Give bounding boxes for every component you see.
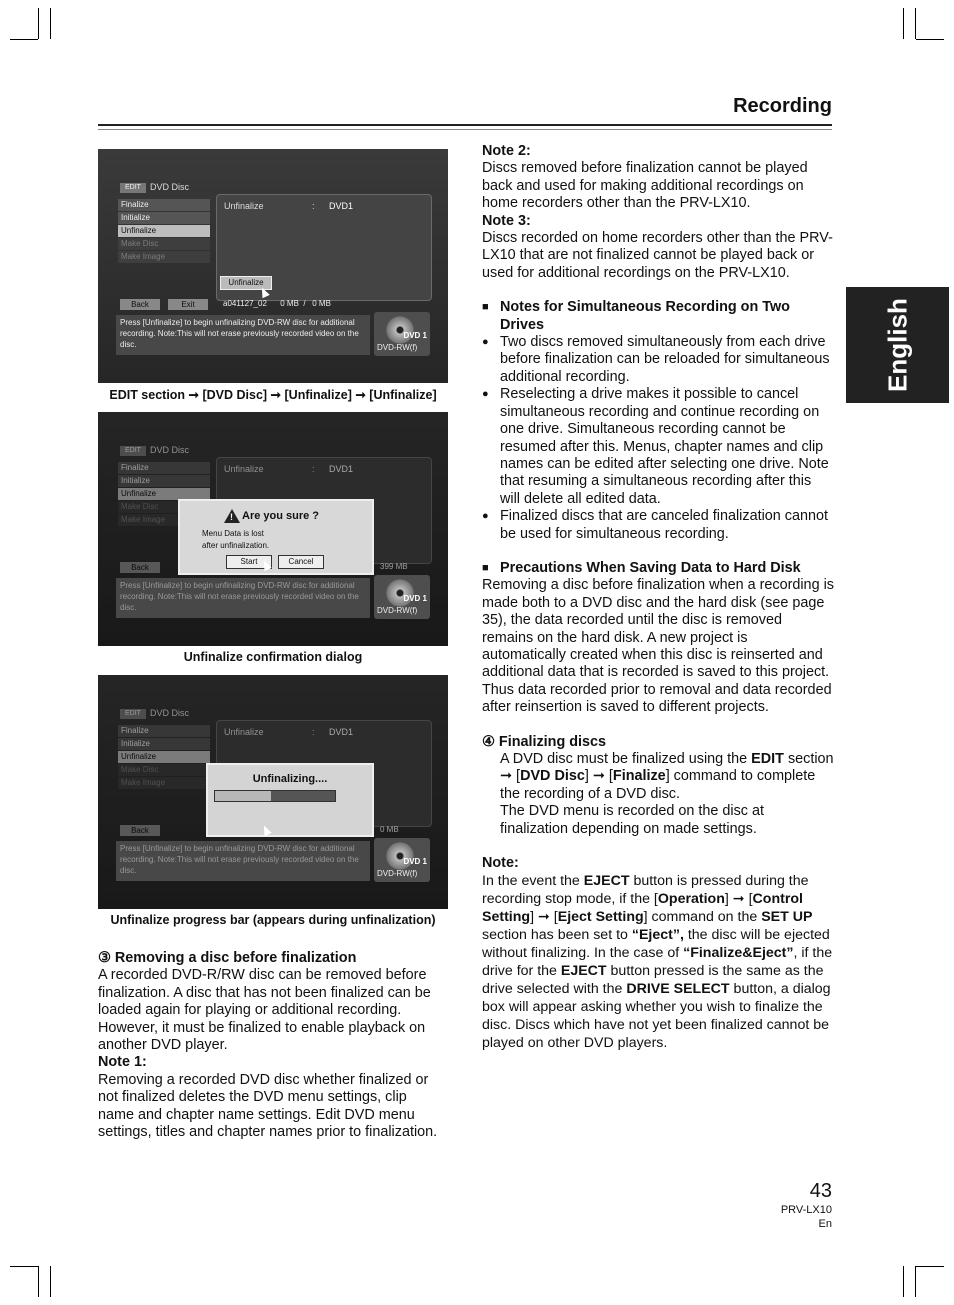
menu-item-unfinalize[interactable]: Unfinalize <box>118 488 210 500</box>
exit-button[interactable]: Exit <box>168 299 208 310</box>
caption-3: Unfinalize progress bar (appears during unfinalization) <box>110 913 436 927</box>
language-tab-label: English <box>882 298 912 392</box>
back-button[interactable]: Back <box>120 825 160 836</box>
dialog-message <box>202 528 269 552</box>
simultaneous-bullet: ● Two discs removed simultaneously from each drive before finalization can be reloaded for simultaneous additional recording. <box>482 334 834 386</box>
edit-menu <box>118 199 210 264</box>
disc-status <box>374 838 430 882</box>
disc-status <box>374 575 430 619</box>
language-code: En <box>818 1218 832 1230</box>
disc-label: DVD 1 <box>403 857 427 866</box>
disc-size: 399 MB <box>380 562 408 571</box>
disc-title: DVD Disc <box>150 182 190 192</box>
finalizing-menu-note: The DVD menu is recorded on the disc at finalization depending on made settings. <box>500 803 764 837</box>
crop-mark <box>903 1266 904 1297</box>
crop-mark <box>38 8 39 39</box>
note2-title: Note 2: <box>482 143 531 159</box>
panel-separator: : <box>312 727 315 737</box>
language-tab <box>846 287 949 403</box>
finalizing-body: A DVD disc must be finalized using the EDIT section ➞ [DVD Disc] ➞ [Finalize] command to complete the recording of a DVD disc. <box>500 751 834 802</box>
panel-separator: : <box>312 464 315 474</box>
simultaneous-bullet: ● Finalized discs that are canceled finalization cannot be used for simultaneous recording. <box>482 508 834 543</box>
panel-value: DVD1 <box>329 727 354 737</box>
back-button[interactable]: Back <box>120 562 160 573</box>
edit-tag: EDIT <box>120 446 146 456</box>
header-rule <box>98 124 832 126</box>
menu-item-finalize[interactable]: Finalize <box>118 725 210 737</box>
right-column <box>482 143 834 1052</box>
panel-value: DVD1 <box>329 464 354 474</box>
warning-icon: ! <box>224 509 240 523</box>
disc-type: DVD-RW(f) <box>377 869 418 878</box>
note-title: Note: <box>482 855 519 872</box>
screenshot-progress <box>98 675 448 909</box>
panel-key: Unfinalize <box>224 201 264 211</box>
help-message: Press [Unfinalize] to begin unfinalizing DVD-RW disc for additional recording. Note:This will not erase previously recorded video on the disc. <box>116 315 370 355</box>
disc-status <box>374 312 430 356</box>
disc-title: DVD Disc <box>150 708 190 718</box>
help-message: Press [Unfinalize] to begin unfinalizing DVD-RW disc for additional recording. Note:This will not erase previously recorded video on the disc. <box>116 841 370 881</box>
crop-mark <box>10 39 38 40</box>
disc-label: DVD 1 <box>403 331 427 340</box>
dialog-question: Are you sure ? <box>242 510 320 522</box>
simultaneous-bullet: ● Reselecting a drive makes it possible to cancel simultaneous recording and continue recording on one drive. Simultaneous recording cannot be resumed after this. Menus, chapter names and clip names can be edited after selecting one drive. Note that resuming a simultaneous recording after this will delete all edited data. <box>482 386 834 508</box>
menu-item-make-image: Make Image <box>118 251 210 263</box>
model-name: PRV-LX10 <box>780 1204 832 1216</box>
menu-item-finalize[interactable]: Finalize <box>118 199 210 211</box>
note2-body: Discs removed before finalization cannot be played back and used for making additional recordings on home recorders other than the PRV-LX10. <box>482 160 808 212</box>
header-rule-thin <box>98 129 832 130</box>
panel-key: Unfinalize <box>224 727 264 737</box>
removing-disc-paragraph: A recorded DVD-R/RW disc can be removed before finalization. A disc that has not been finalized can be loaded again for playing or additional recording. However, it must be finalized to enable playback on another DVD player. <box>98 967 431 1054</box>
heading-finalizing: ④ Finalizing discs <box>482 733 607 750</box>
menu-item-make-image: Make Image <box>118 777 210 789</box>
progress-dialog <box>206 763 374 837</box>
panel-separator: : <box>312 201 315 211</box>
crop-mark <box>916 39 944 40</box>
menu-item-make-disc: Make Disc <box>118 764 210 776</box>
simultaneous-heading: ■ Notes for Simultaneous Recording on Two Drives <box>482 299 834 334</box>
disc-type: DVD-RW(f) <box>377 606 418 615</box>
crop-mark <box>50 8 51 39</box>
precautions-body: Removing a disc before finalization when a recording is made both to a DVD disc and the hard disk (see page 35), the data recorded until the disc is removed remains on the hard disk. A new project is automatically created when this disc is reinserted and additional data that is recorded is saved to this project. Thus data recorded prior to removal and data recorded after reinsertion is saved to different projects. <box>482 577 834 716</box>
disc-info: a041127_02 0 MB / 0 MB <box>223 299 331 308</box>
confirm-dialog <box>178 499 374 575</box>
crop-mark <box>903 8 904 39</box>
heading-removing-disc: ③ Removing a disc before finalization <box>98 950 357 966</box>
precautions-heading: ■ Precautions When Saving Data to Hard Disk <box>482 560 834 577</box>
screenshot-confirmation <box>98 412 448 646</box>
menu-item-initialize[interactable]: Initialize <box>118 212 210 224</box>
crop-mark <box>915 8 916 39</box>
menu-item-unfinalize[interactable]: Unfinalize <box>118 225 210 237</box>
unfinalize-button[interactable]: Unfinalize <box>220 276 272 290</box>
disc-type: DVD-RW(f) <box>377 343 418 352</box>
back-button[interactable]: Back <box>120 299 160 310</box>
note3-title: Note 3: <box>482 212 531 229</box>
edit-tag: EDIT <box>120 183 146 193</box>
crop-mark <box>915 1266 916 1297</box>
caption-1: EDIT section ➞ [DVD Disc] ➞ [Unfinalize] ➞ [Unfinalize] <box>109 388 437 402</box>
panel-key: Unfinalize <box>224 464 264 474</box>
section-title: Recording <box>733 95 832 117</box>
screenshot-unfinalize-menu <box>98 149 448 383</box>
cancel-button[interactable]: Cancel <box>278 555 324 569</box>
progress-bar <box>214 790 336 802</box>
help-message: Press [Unfinalize] to begin unfinalizing DVD-RW disc for additional recording. Note:This will not erase previously recorded video on the disc. <box>116 578 370 618</box>
page-number: 43 <box>809 1180 832 1202</box>
progress-title: Unfinalizing.... <box>252 773 328 785</box>
disc-label: DVD 1 <box>403 594 427 603</box>
note-body: In the event the EJECT button is pressed during the recording stop mode, if the [Operation] ➞ [Control Setting] ➞ [Eject Setting] command on the SET UP section has been set to “Eject”, the disc will be ejected without finalizing. In the case of “Finalize&Eject”, if the drive for the EJECT button pressed is the same as the drive selected with the DRIVE SELECT button, a dialog box will appear asking whether you wish to finalize the disc. Discs which have not yet been finalized cannot be played on other DVD players. <box>482 873 833 1052</box>
menu-item-initialize[interactable]: Initialize <box>118 475 210 487</box>
menu-item-initialize[interactable]: Initialize <box>118 738 210 750</box>
caption-2: Unfinalize confirmation dialog <box>183 650 363 664</box>
model-footer <box>760 1203 832 1231</box>
crop-mark <box>916 1266 944 1267</box>
disc-title: DVD Disc <box>150 445 190 455</box>
menu-item-finalize[interactable]: Finalize <box>118 462 210 474</box>
panel-value: DVD1 <box>329 201 354 211</box>
dialog-line-1: Menu Data is lost <box>202 529 264 538</box>
note1-title: Note 1: <box>98 1054 147 1071</box>
dialog-line-2: after unfinalization. <box>202 541 270 550</box>
menu-item-make-image: Make Image <box>118 514 210 526</box>
disc-size: 0 MB <box>380 825 399 834</box>
note1-body: Removing a recorded DVD disc whether finalized or not finalized deletes the DVD menu settings, clip name and chapter name settings. Edit DVD menu settings, titles and chapter names prior to finalization. <box>98 1071 438 1141</box>
crop-mark <box>38 1266 39 1297</box>
left-column <box>98 950 446 1141</box>
note3-body: Discs recorded on home recorders other than the PRV-LX10 that are not finalized cannot be played back or used for additional recordings on the PRV-LX10. <box>482 230 833 281</box>
menu-item-unfinalize[interactable]: Unfinalize <box>118 751 210 763</box>
crop-mark <box>50 1266 51 1297</box>
crop-mark <box>10 1266 38 1267</box>
progress-fill <box>215 791 271 801</box>
menu-item-make-disc: Make Disc <box>118 238 210 250</box>
start-button[interactable]: Start <box>226 555 272 569</box>
menu-item-make-disc: Make Disc <box>118 501 210 513</box>
edit-tag: EDIT <box>120 709 146 719</box>
